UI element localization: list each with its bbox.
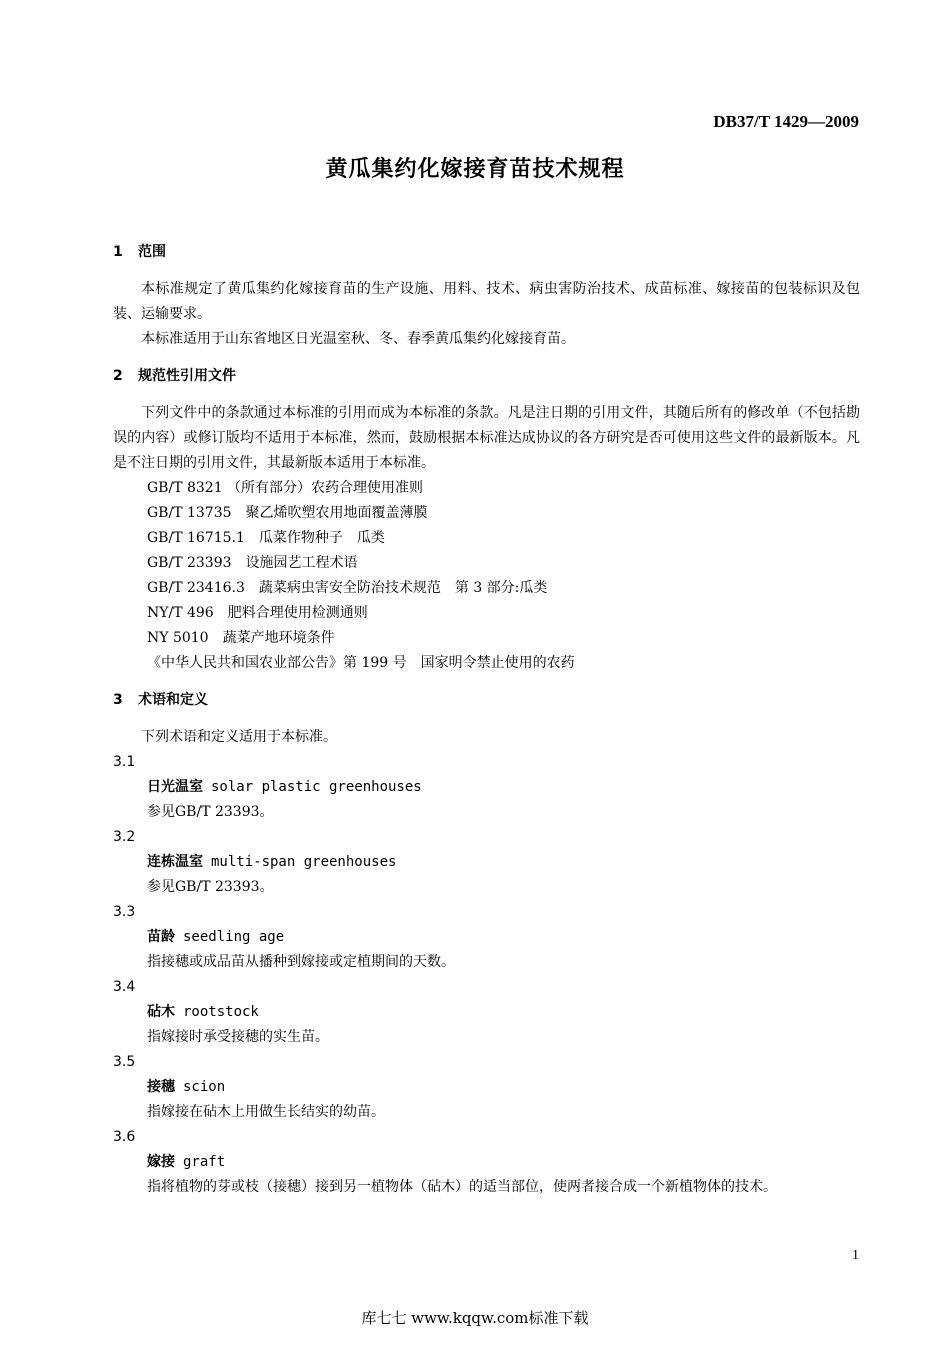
term-name-zh: 嫁接	[147, 1154, 175, 1170]
term-name	[113, 1075, 860, 1100]
paragraph: 本标准适用于山东省地区日光温室秋、冬、春季黄瓜集约化嫁接育苗。	[141, 331, 575, 347]
paragraph: 下列文件中的条款通过本标准的引用而成为本标准的条款。凡是注日期的引用文件，其随后所有的修改单（不包括勘误的内容）或修订版均不适用于本标准，然而，鼓励根据本标准达成协议的各方研究是否可使用这些文件的最新版本。凡是不注日期的引用文件，其最新版本适用于本标准。	[113, 405, 860, 471]
term-name	[113, 850, 860, 875]
term-number: 3.2	[113, 829, 136, 845]
term-name-zh: 连栋温室	[147, 854, 203, 870]
reference-item: GB/T 13735 聚乙烯吹塑农用地面覆盖薄膜	[147, 505, 428, 521]
term-name	[113, 925, 860, 950]
term-definition: 指嫁接时承受接穗的实生苗。	[147, 1029, 329, 1045]
term-definition: 参见GB/T 23393。	[147, 804, 274, 820]
reference-item: GB/T 23416.3 蔬菜病虫害安全防治技术规范 第 3 部分:瓜类	[147, 580, 548, 596]
term-name	[113, 775, 860, 800]
section-title: 术语和定义	[138, 692, 208, 708]
term-number: 3.4	[113, 979, 136, 995]
term-name-en: graft	[183, 1154, 226, 1170]
section-title: 规范性引用文件	[138, 368, 236, 384]
section-title: 范围	[138, 244, 166, 260]
term-number: 3.5	[113, 1054, 136, 1070]
reference-item: GB/T 23393 设施园艺工程术语	[147, 555, 358, 571]
term-name-zh: 接穗	[147, 1079, 175, 1095]
term-name-en: solar plastic greenhouses	[211, 779, 422, 795]
term-name-en: scion	[183, 1079, 226, 1095]
term-name-en: seedling age	[183, 929, 285, 945]
document-title: 黄瓜集约化嫁接育苗技术规程	[325, 157, 625, 182]
term-name-en: rootstock	[183, 1004, 259, 1020]
document-code: DB37/T 1429—2009	[713, 112, 859, 131]
section-heading-normative-references	[113, 364, 860, 389]
term-name	[113, 1000, 860, 1025]
section-heading-scope	[113, 240, 860, 265]
term-name-zh: 苗龄	[147, 929, 175, 945]
document-body	[113, 240, 860, 1200]
reference-item: 《中华人民共和国农业部公告》第 199 号 国家明令禁止使用的农药	[147, 655, 575, 671]
term-number: 3.6	[113, 1129, 136, 1145]
reference-item: GB/T 16715.1 瓜菜作物种子 瓜类	[147, 530, 385, 546]
reference-item: NY/T 496 肥料合理使用检测通则	[147, 605, 368, 621]
term-definition: 指接穗或成品苗从播种到嫁接或定植期间的天数。	[147, 954, 455, 970]
section-number: 3	[113, 692, 123, 708]
reference-item: GB/T 8321 （所有部分）农药合理使用准则	[147, 480, 424, 496]
term-name-en: multi-span greenhouses	[211, 854, 397, 870]
paragraph: 下列术语和定义适用于本标准。	[141, 729, 337, 745]
term-definition: 参见GB/T 23393。	[147, 879, 274, 895]
term-definition: 指嫁接在砧木上用做生长结实的幼苗。	[147, 1104, 385, 1120]
term-definition: 指将植物的芽或枝（接穗）接到另一植物体（砧木）的适当部位，使两者接合成一个新植物体的技术。	[147, 1179, 777, 1195]
section-number: 1	[113, 244, 123, 260]
term-number: 3.3	[113, 904, 136, 920]
page-number: 1	[852, 1248, 859, 1263]
term-name-zh: 砧木	[147, 1004, 175, 1020]
footer-watermark: 库七七 www.kqqw.com标准下载	[361, 1309, 589, 1327]
section-number: 2	[113, 368, 123, 384]
term-number: 3.1	[113, 754, 136, 770]
paragraph: 本标准规定了黄瓜集约化嫁接育苗的生产设施、用料、技术、病虫害防治技术、成苗标准、嫁接苗的包装标识及包装、运输要求。	[113, 281, 860, 322]
term-name-zh: 日光温室	[147, 779, 203, 795]
section-heading-terms-definitions	[113, 688, 860, 713]
reference-item: NY 5010 蔬菜产地环境条件	[147, 630, 335, 646]
term-name	[113, 1150, 860, 1175]
